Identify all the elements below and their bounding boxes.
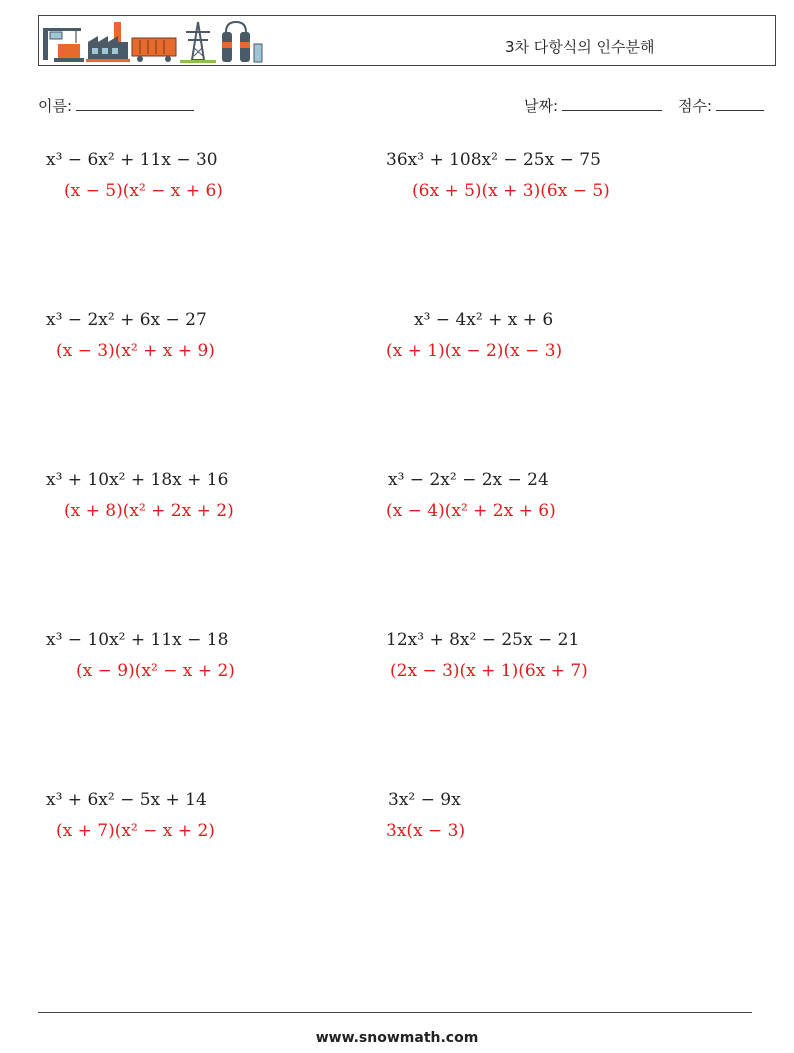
problem-2: 36x³ + 108x² − 25x − 75 bbox=[386, 150, 601, 170]
answer-3: (x − 3)(x² + x + 9) bbox=[56, 341, 215, 361]
answer-4: (x + 1)(x − 2)(x − 3) bbox=[386, 341, 563, 361]
power-tower-icon bbox=[180, 22, 216, 63]
problem-9: x³ + 6x² − 5x + 14 bbox=[46, 790, 207, 810]
problem-5: x³ + 10x² + 18x + 16 bbox=[46, 470, 229, 490]
name-label: 이름: bbox=[38, 97, 73, 115]
factory-icon bbox=[86, 22, 130, 62]
name-field bbox=[38, 95, 194, 116]
answer-7: (x − 9)(x² − x + 2) bbox=[76, 661, 235, 681]
problem-10: 3x² − 9x bbox=[388, 790, 461, 810]
answer-10: 3x(x − 3) bbox=[386, 821, 466, 841]
problem-1: x³ − 6x² + 11x − 30 bbox=[46, 150, 218, 170]
date-label: 날짜: bbox=[524, 97, 559, 115]
answer-2: (6x + 5)(x + 3)(6x − 5) bbox=[412, 181, 610, 201]
problem-4: x³ − 4x² + x + 6 bbox=[414, 310, 554, 330]
footer-site[interactable]: www.snowmath.com bbox=[315, 1030, 479, 1046]
answer-8: (2x − 3)(x + 1)(6x + 7) bbox=[390, 661, 588, 681]
footer-divider bbox=[38, 1012, 752, 1013]
problem-6: x³ − 2x² − 2x − 24 bbox=[388, 470, 549, 490]
problem-3: x³ − 2x² + 6x − 27 bbox=[46, 310, 207, 330]
date-field bbox=[524, 95, 662, 116]
gas-tanks-icon bbox=[222, 22, 262, 62]
answer-1: (x − 5)(x² − x + 6) bbox=[64, 181, 223, 201]
name-blank[interactable] bbox=[76, 98, 194, 111]
answer-6: (x − 4)(x² + 2x + 6) bbox=[386, 501, 556, 521]
date-blank[interactable] bbox=[562, 98, 662, 111]
score-label: 점수: bbox=[678, 97, 713, 115]
industry-icons bbox=[40, 18, 266, 64]
score-field bbox=[678, 95, 764, 116]
problem-7: x³ − 10x² + 11x − 18 bbox=[46, 630, 229, 650]
score-blank[interactable] bbox=[716, 98, 764, 111]
crane-icon bbox=[43, 28, 84, 62]
worksheet-title: 3차 다항식의 인수분해 bbox=[505, 38, 655, 56]
freight-car-icon bbox=[132, 38, 176, 62]
problem-8: 12x³ + 8x² − 25x − 21 bbox=[386, 630, 580, 650]
answer-5: (x + 8)(x² + 2x + 2) bbox=[64, 501, 234, 521]
answer-9: (x + 7)(x² − x + 2) bbox=[56, 821, 215, 841]
